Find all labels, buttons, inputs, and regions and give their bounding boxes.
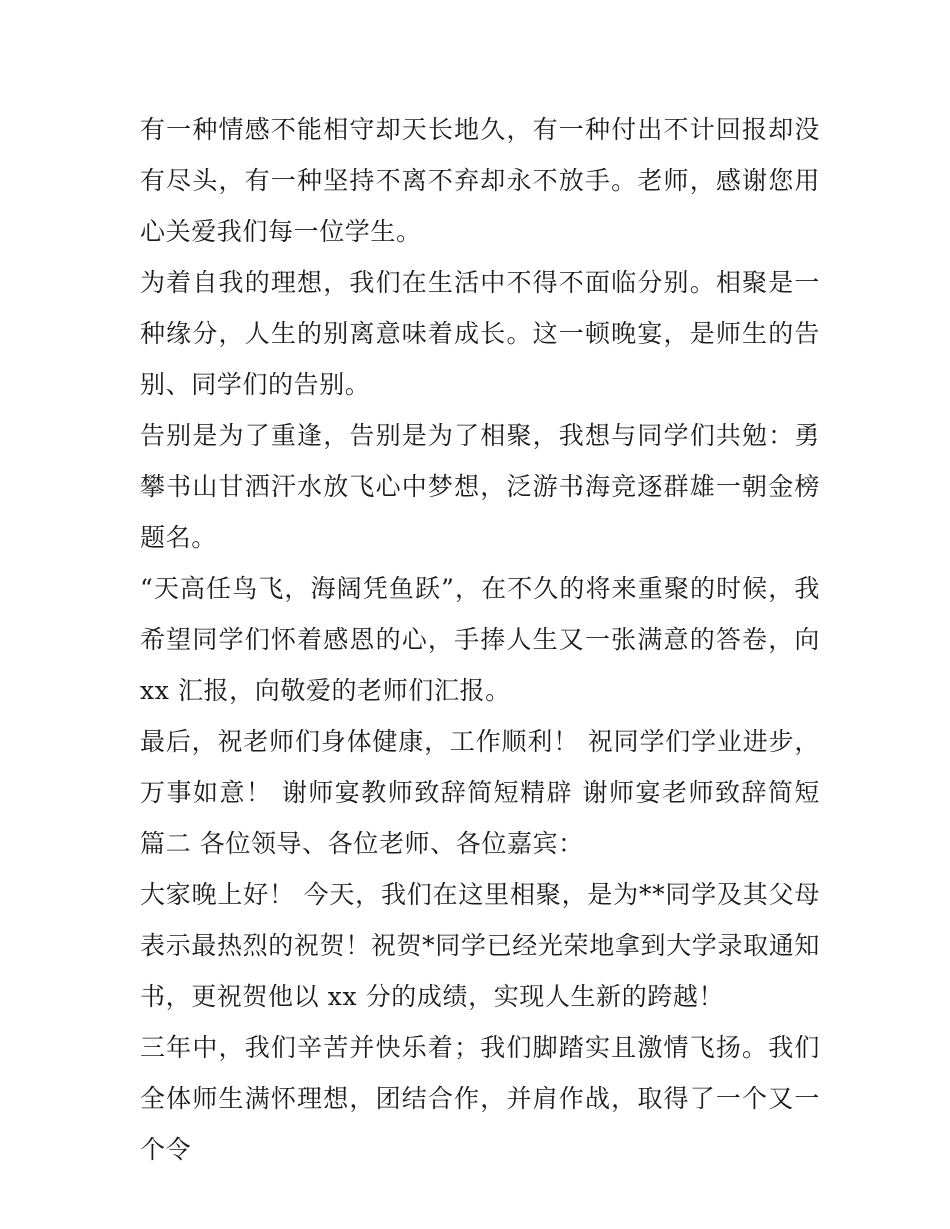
- paragraph-4: “天高任鸟飞，海阔凭鱼跃”，在不久的将来重聚的时候，我希望同学们怀着感恩的心，手捧人生又一张满意的答卷，向 xx 汇报，向敬爱的老师们汇报。: [140, 574, 820, 705]
- paragraph-5: 最后，祝老师们身体健康，工作顺利！ 祝同学们学业进步，万事如意！ 谢师宴教师致辞简短精辟 谢师宴老师致辞简短篇二 各位领导、各位老师、各位嘉宾：: [140, 727, 820, 858]
- paragraph-7: 三年中，我们辛苦并快乐着；我们脚踏实且激情飞扬。我们全体师生满怀理想，团结合作，并肩作战，取得了一个又一个令: [140, 1033, 820, 1164]
- paragraph-6: 大家晚上好！ 今天，我们在这里相聚，是为**同学及其父母表示最热烈的祝贺！祝贺*同学已经光荣地拿到大学录取通知书，更祝贺他以 xx 分的成绩，实现人生新的跨越！: [140, 880, 820, 1011]
- document-body: [140, 104, 820, 1175]
- paragraph-1: 有一种情感不能相守却天长地久，有一种付出不计回报却没有尽头，有一种坚持不离不弃却永不放手。老师，感谢您用心关爱我们每一位学生。: [140, 115, 820, 246]
- paragraph-2: 为着自我的理想，我们在生活中不得不面临分别。相聚是一种缘分，人生的别离意味着成长。这一顿晚宴，是师生的告别、同学们的告别。: [140, 268, 820, 399]
- paragraph-3: 告别是为了重逢，告别是为了相聚，我想与同学们共勉：勇攀书山甘洒汗水放飞心中梦想，泛游书海竞逐群雄一朝金榜题名。: [140, 421, 820, 552]
